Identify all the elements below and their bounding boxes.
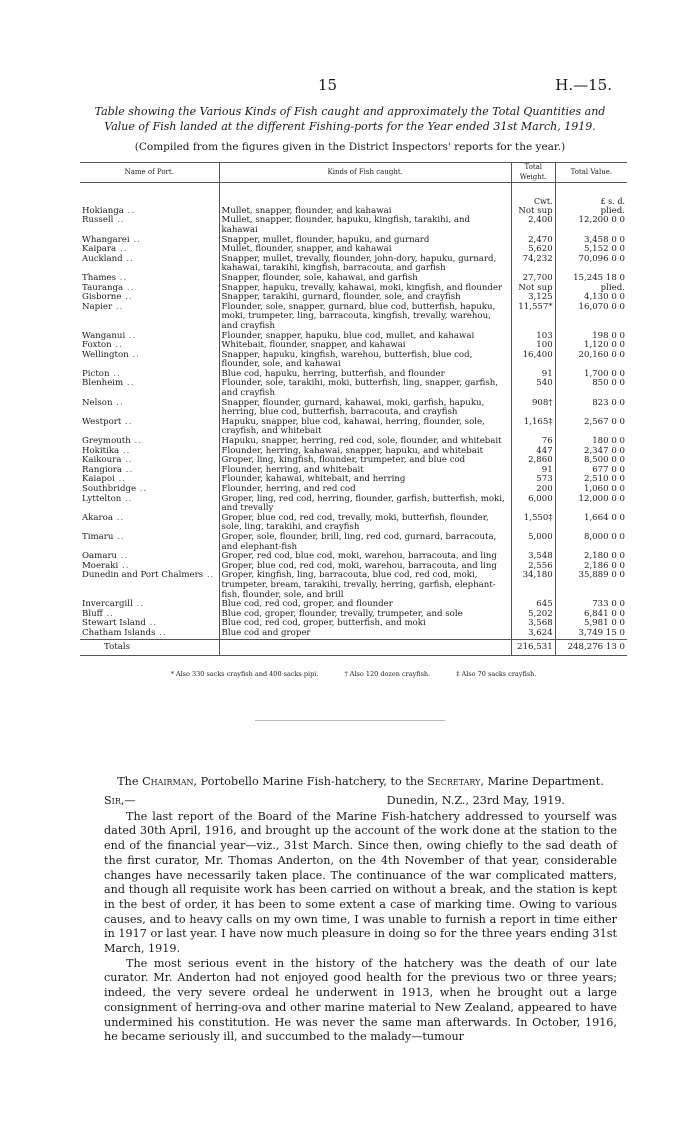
port-name-text: Foxton [82,340,112,351]
total-weight-text: 91 [541,368,553,379]
dot-leader: .. [123,378,135,389]
fish-kinds [219,533,511,552]
port-name-text: Tauranga [82,282,124,293]
fish-kinds-text: Blue cod and groper [221,627,311,638]
fish-kinds-text: Snapper, hapuku, kingfish, warehou, butterfish, blue cod, flounder, sole, and kahawai [221,349,473,370]
dot-leader: .. [145,618,158,629]
port-name [80,255,219,274]
total-weight-text: 3,624 [528,627,553,638]
fish-kinds-text: Snapper, flounder, sole, kahawai, and garfish [221,272,418,283]
total-weight-text: 100 [536,340,553,351]
total-value-text: 6,841 0 0 [583,608,625,619]
total-value-text: 2,180 0 0 [583,551,625,562]
fish-kinds [219,303,511,332]
letter-to: Secretary [427,775,481,788]
total-value-text: 1,060 0 0 [583,484,625,494]
total-value-text: 733 0 0 [592,599,625,610]
total-value-text: 2,186 0 0 [583,560,625,571]
total-value-text: 1,700 0 0 [583,368,625,379]
fish-kinds-text: Hapuku, snapper, herring, red cod, sole, flounder, and whitebait [221,436,502,447]
fish-kinds-text: Flounder, herring, kahawai, snapper, hapuku, and whitebait [221,445,484,456]
port-name-text: Thames [82,272,117,283]
dot-leader: .. [109,368,121,379]
fish-kinds [219,495,511,514]
dot-leader: .. [129,234,141,245]
total-value-text: 850 0 0 [592,378,625,389]
total-value-text: 4,130 0 0 [583,292,625,303]
total-weight-text: 27,700 [522,272,553,283]
totals-label [80,639,219,656]
fish-kinds-text: Groper, ling, kingfish, flounder, trumpeter, and blue cod [221,455,466,466]
total-weight-text: 540 [536,378,553,389]
section-divider [255,720,445,721]
dot-leader: .. [130,436,142,447]
total-value-text: 20,160 0 0 [578,349,625,360]
total-weight [511,571,555,600]
total-value [555,303,627,332]
dot-leader: .. [113,215,125,226]
total-weight-text: 2,556 [528,560,553,571]
total-weight-text: Not sup [518,282,553,293]
port-name-text: Gisborne [82,292,122,303]
total-value [555,418,627,437]
dot-leader: .. [112,397,124,408]
total-value [555,379,627,398]
dot-leader: .. [132,599,144,610]
total-value-text: 8,500 0 0 [583,455,625,466]
column-header-weight: Total Weight. [511,163,555,183]
fish-kinds-text: Snapper, mullet, trevally, flounder, john-dory, hapuku, gurnard, kahawai, tarakihi, kingfish, barracouta, and garfish [221,253,497,274]
fish-kinds-text: Snapper, tarakihi, gurnard, flounder, sole, and crayfish [221,292,461,303]
dot-leader: .. [112,301,124,312]
dot-leader: .. [125,330,137,341]
dot-leader: .. [121,455,133,466]
document-reference: H.—15. [555,76,612,94]
page-number: 15 [318,76,338,94]
dot-leader: .. [102,608,114,619]
total-weight-text: 447 [536,445,553,456]
port-name-text: Hokianga [82,205,124,216]
total-value [555,255,627,274]
heading-the: The [117,775,139,788]
port-name-text: Nelson [82,397,113,408]
total-value-text: 3,749 15 0 [578,627,625,638]
totals-weight [511,639,555,656]
letter-paragraph: The last report of the Board of the Marine Fish-hatchery addressed to yourself was dated 30th April, 1916, and brought up the account of the work done at the station to the end of the financial year—viz., 31st March. Since then, owing chiefly to the sad death of the first curator, Mr. Thomas Anderton, on the 4th November of that year, considerable changes have necessarily taken place. The continuance of the war complicated matters, and though all requisite work has been carried on without a break, and the station is kept in the best of order, it has been to some extent a case of marking time. Owing to various causes, and to heavy calls on my own time, I was unable to furnish a report in time either in 1917 or last year. I have now much pleasure in doing so for the three years ending 31st March, 1919. [104,809,617,956]
table-row [80,495,627,514]
dot-leader: .. [123,205,136,216]
totals-value-text: 248,276 13 0 [567,641,625,652]
total-value [555,629,627,639]
total-weight-text: 34,180 [522,570,553,581]
total-weight-text: 5,000 [528,531,553,542]
total-weight [511,495,555,514]
port-name-text: Kaikoura [82,455,122,466]
place-date: Dunedin, N.Z., 23rd May, 1919. [386,793,565,807]
total-value [555,495,627,514]
port-name-text: Timaru [82,531,114,542]
total-weight-text: 5,202 [528,608,553,619]
fish-kinds-text: Groper, blue cod, red cod, moki, warehou, barracouta, and ling [221,560,497,571]
port-name-text: Wellington [82,349,129,360]
port-name [80,629,219,639]
fish-kinds-text: Whitebait, flounder, snapper, and kahawai [221,340,406,351]
port-name [80,379,219,398]
total-weight-text: Not sup [518,205,553,216]
dot-leader: .. [119,445,131,456]
salutation: Sir,— [104,793,136,807]
total-weight-text: 2,860 [528,455,553,466]
fish-kinds-text: Flounder, sole, snapper, gurnard, blue cod, butterfish, hapuku, moki, trumpeter, ling, barracouta, kingfish, trevally, warehou, and crayfish [221,301,496,331]
table-caption: Table showing the Various Kinds of Fish caught and approximately the Total Quantities and Value of Fish landed at the different Fishing-ports for the Year ended 31st March, 1919. [94,105,606,133]
dot-leader: .. [121,464,134,475]
total-value-text: 35,889 0 0 [578,570,625,581]
fish-kinds-text: Groper, red cod, blue cod, moki, warehou, barracouta, and ling [221,551,497,562]
total-value-text: 198 0 0 [592,330,625,341]
fish-kinds-text: Flounder, herring, and red cod [221,484,356,494]
total-weight-text: 2,400 [528,215,553,226]
total-weight-text: 5,620 [528,244,553,255]
fish-kinds-text: Hapuku, snapper, blue cod, kahawai, herring, flounder, sole, crayfish, and whitebait [221,416,485,437]
total-weight-text: 1,550‡ [523,512,553,523]
dot-leader: .. [121,416,133,427]
total-value-text: 180 0 0 [592,436,625,447]
port-name [80,514,219,533]
port-name-text: Hokitika [82,445,120,456]
totals-value [555,639,627,656]
total-weight-text: 91 [541,464,553,475]
fish-kinds-text: Flounder, kahawai, whitebait, and herring [221,474,406,485]
total-value [555,514,627,533]
port-name [80,533,219,552]
table-row [80,379,627,398]
fish-kinds [219,418,511,437]
total-value-text: 8,000 0 0 [583,531,625,542]
fish-kinds-text: Blue cod, hapuku, herring, butterfish, and flounder [221,368,445,379]
column-header-port: Name of Port. [80,163,219,183]
compiled-note: (Compiled from the figures given in the District Inspectors' reports for the year.) [134,141,566,153]
dot-leader: .. [121,493,133,504]
fish-kinds-text: Flounder, sole, tarakihi, moki, butterfish, ling, snapper, garfish, and crayfish [221,378,499,399]
dot-leader: .. [122,253,134,264]
fish-table [80,162,627,656]
total-value-text: plied. [600,282,625,293]
fish-kinds-text: Blue cod, red cod, groper, and flounder [221,599,393,610]
dot-leader: .. [118,560,130,571]
total-weight-text: 74,232 [522,253,553,264]
port-name-text: Moeraki [82,560,119,571]
total-weight [511,216,555,235]
port-name-text: Napier [82,301,113,312]
table-row [80,418,627,437]
total-weight [511,351,555,370]
letter-heading [104,775,617,790]
fish-kinds-text: Groper, ling, red cod, herring, flounder, garfish, butterfish, moki, and trevally [221,493,505,514]
total-weight-text: 908† [531,397,553,408]
total-value [555,351,627,370]
footnote: † Also 120 dozen crayfish. [344,670,431,678]
port-name [80,571,219,600]
port-name [80,418,219,437]
total-value-text: 823 0 0 [592,397,625,408]
dot-leader: .. [113,531,125,542]
total-value-text: 677 0 0 [592,464,625,475]
total-value-text: 16,070 0 0 [578,301,625,312]
total-weight [511,418,555,437]
total-value-text: 3,458 0 0 [583,234,625,245]
port-name-text: Southbridge [82,484,137,494]
total-weight-text: 3,568 [528,618,553,629]
total-value-text: 5,981 0 0 [583,618,625,629]
port-name [80,216,219,235]
port-name-text: Lyttelton [82,493,122,504]
letter-from-rest: , Portobello Marine Fish-hatchery, to the [193,775,424,788]
total-weight [511,303,555,332]
fish-kinds [219,216,511,235]
letter [104,775,617,1045]
total-weight [511,514,555,533]
total-value-text: 1,120 0 0 [583,340,625,351]
total-value [555,533,627,552]
total-value-text: 2,347 0 0 [583,445,625,456]
port-name-text: Westport [82,416,122,427]
column-header-value: Total Value. [555,163,627,183]
total-weight-text: 645 [536,599,553,610]
total-value [555,571,627,600]
fish-kinds [219,255,511,274]
fish-kinds [219,571,511,600]
total-value-text: 15,245 18 0 [573,272,625,283]
port-name-text: Whangarei [82,234,130,245]
fish-kinds-text: Blue cod, groper, flounder, trevally, trumpeter, and sole [221,608,463,619]
value-unit: £ s. d. [600,197,625,207]
total-weight-text: 200 [536,484,553,494]
fish-kinds [219,379,511,398]
total-weight-text: 76 [541,436,553,447]
port-name-text: Akaroa [82,512,113,523]
dot-leader: .. [121,292,133,303]
footnote: * Also 330 sacks crayfish and 400 sacks pipi. [170,670,319,678]
fish-kinds-text: Mullet, snapper, flounder, hapuku, kingfish, tarakihi, and kahawai [221,215,471,235]
port-name-text: Oamaru [82,551,118,562]
fish-kinds [219,399,511,418]
fish-kinds-text: Groper, sole, flounder, brill, ling, red cod, gurnard, barracouta, and elephant-fish [221,531,497,552]
dot-leader: .. [117,551,129,562]
fish-kinds-text: Flounder, snapper, hapuku, blue cod, mullet, and kahawai [221,330,475,341]
fish-kinds-text: Snapper, mullet, flounder, hapuku, and gurnard [221,234,430,245]
total-weight [511,379,555,398]
fish-kinds-text: Groper, blue cod, red cod, trevally, moki, butterfish, flounder, sole, ling, tarakihi, and crayfish [221,512,489,533]
total-value-text: 5,152 0 0 [583,244,625,255]
letter-paragraph: The most serious event in the history of the hatchery was the death of our late curator. Mr. Anderton had not enjoyed good health for the previous two or three years; indeed, the very severe ordeal he underwent in 1913, when he brought out a large consignment of herring-ova and other marine material to New Zealand, appeared to have undermined his constitution. He was never the same man afterwards. In October, 1916, he became seriously ill, and succumbed to the malady—tumour [104,956,617,1044]
dot-leader: .. [128,349,140,360]
port-name-text: Greymouth [82,436,131,447]
port-name-text: Kaipara [82,244,117,255]
total-weight-text: 6,000 [528,493,553,504]
fish-kinds-text: Groper, kingfish, ling, barracouta, blue cod, red cod, moki, trumpeter, bream, tarakihi, trevally, herring, garfish, elephant-fish, flounder, sole, and brill [221,570,496,600]
total-weight-text: 3,125 [528,292,553,303]
fish-kinds-text: Mullet, flounder, snapper, and kahawai [221,244,392,255]
table-row [80,399,627,418]
dot-leader: .. [116,272,128,283]
fish-kinds-text: Flounder, herring, and whitebait [221,464,364,475]
port-name-text: Kaiapoi [82,474,115,485]
dot-leader: .. [111,340,123,351]
fish-kinds [219,351,511,370]
total-weight-text: 1,165‡ [523,416,553,427]
total-weight-text: 3,548 [528,551,553,562]
port-name-text: Chatham Islands [82,627,156,638]
fish-kinds-text: Snapper, hapuku, trevally, kahawai, moki, kingfish, and flounder [221,282,503,293]
fish-kinds [219,514,511,533]
table-row [80,629,627,639]
port-name-text: Stewart Island [82,618,146,629]
footnote: ‡ Also 70 sacks crayfish. [456,670,537,678]
port-name-text: Wanganui [82,330,126,341]
port-name-text: Invercargill [82,599,133,610]
table-row [80,351,627,370]
port-name-text: Dunedin and Port Chalmers [82,570,204,581]
fish-kinds-text: Snapper, flounder, gurnard, kahawai, moki, garfish, hapuku, herring, blue cod, butterfish, barracouta, and crayfish [221,397,485,418]
table-row [80,255,627,274]
dot-leader: .. [112,512,125,523]
page-header [0,76,700,96]
dot-leader: .. [114,474,127,485]
total-weight-text: 573 [536,474,553,485]
totals-row [80,639,627,656]
total-weight [511,399,555,418]
port-name [80,399,219,418]
totals-label-text: Totals [104,641,130,652]
total-value-text: 2,510 0 0 [583,474,625,485]
column-header-kinds: Kinds of Fish caught. [219,163,511,183]
port-name [80,351,219,370]
total-value-text: 12,000 0 0 [578,493,625,504]
table-header-row [80,163,627,183]
total-value-text: 70,096 0 0 [578,253,625,264]
spacer-row [80,183,627,198]
table-footnotes [80,670,627,678]
port-name-text: Blenheim [82,378,124,389]
total-weight-text: 11,557* [518,301,553,312]
total-weight [511,629,555,639]
total-value-text: 1,664 0 0 [583,512,625,523]
letter-from: Chairman [142,775,194,788]
port-name [80,495,219,514]
dot-leader: .. [155,627,167,638]
total-weight-text: 2,470 [528,234,553,245]
table-row [80,533,627,552]
port-name-text: Auckland [82,253,123,264]
dot-leader: .. [116,244,128,255]
total-weight-text: 103 [536,330,553,341]
dot-leader: .. [136,484,148,494]
weight-unit: Cwt. [511,197,555,207]
totals-kinds [219,639,511,656]
fish-kinds-text: Mullet, snapper, flounder, and kahawai [221,205,392,216]
port-name-text: Russell [82,215,114,226]
total-weight [511,533,555,552]
total-value [555,216,627,235]
fish-kinds-text: Blue cod, red cod, groper, butterfish, and moki [221,618,426,629]
dot-leader: .. [203,570,215,581]
table-body [80,183,627,656]
letter-to-rest: , Marine Department. [480,775,604,788]
salutation-line [104,794,617,810]
table-row [80,303,627,332]
totals-weight-text: 216,531 [517,641,553,652]
table-row [80,571,627,600]
dot-leader: .. [123,282,135,293]
port-name-text: Bluff [82,608,103,619]
total-value-text: 2,567 0 0 [583,416,625,427]
fish-kinds [219,629,511,639]
total-value-text: plied. [600,205,625,216]
port-name [80,303,219,332]
total-weight [511,255,555,274]
total-weight-text: 16,400 [522,349,553,360]
table-row [80,216,627,235]
total-value [555,399,627,418]
total-value-text: 12,200 0 0 [578,215,625,226]
port-name-text: Rangiora [82,464,122,475]
table-row [80,514,627,533]
port-name-text: Picton [82,368,110,379]
